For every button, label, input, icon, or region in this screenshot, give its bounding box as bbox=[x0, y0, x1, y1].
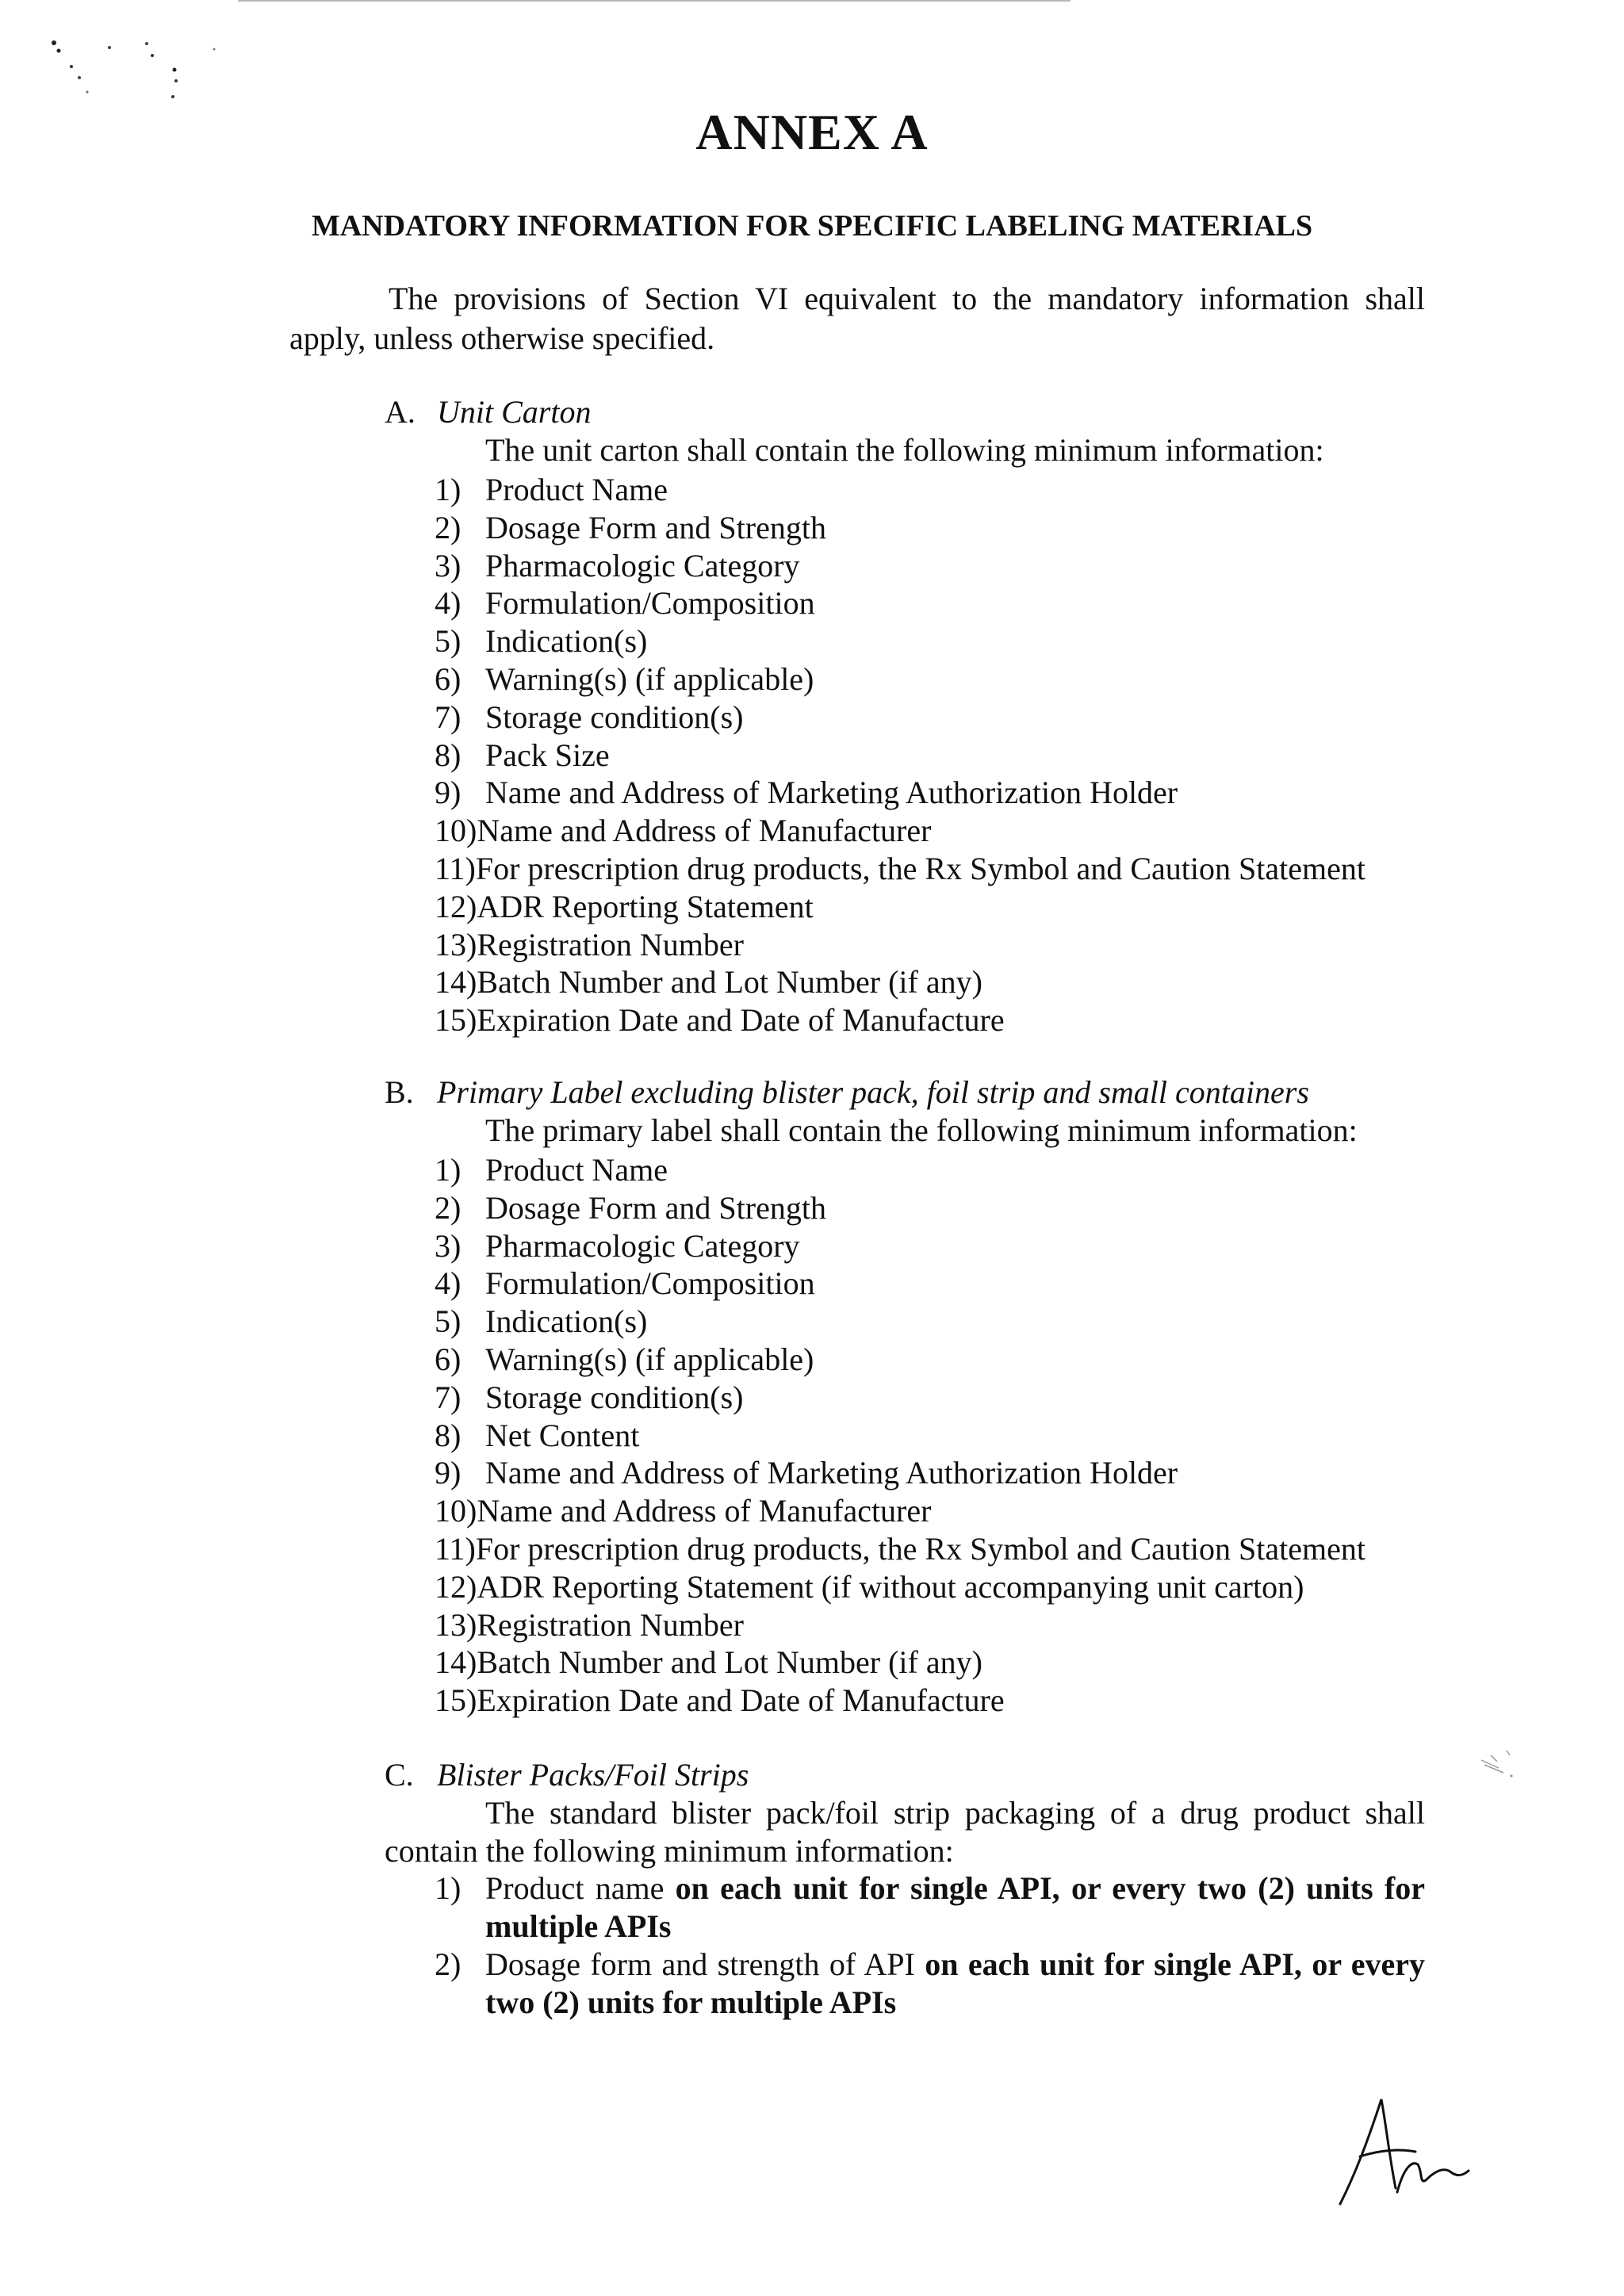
intro-paragraph: The provisions of Section VI equivalent to the mandatory information shall apply, unless otherwise specified. bbox=[289, 281, 1425, 356]
item-number: 6) bbox=[435, 660, 462, 697]
item-number: 15) bbox=[435, 1682, 477, 1719]
section-c-list bbox=[435, 1869, 1425, 2022]
item-number: 2) bbox=[435, 509, 462, 545]
section-a-item bbox=[435, 774, 1365, 812]
item-text: Product Name bbox=[485, 1152, 668, 1188]
item-text: Name and Address of Manufacturer bbox=[477, 1493, 932, 1529]
item-text: Warning(s) (if applicable) bbox=[485, 660, 814, 697]
item-number: 1) bbox=[435, 1870, 462, 1906]
item-number: 12) bbox=[435, 888, 477, 924]
item-number: 6) bbox=[435, 1341, 462, 1377]
item-text: For prescription drug products, the Rx Symbol and Caution Statement bbox=[475, 850, 1365, 886]
item-text: Dosage Form and Strength bbox=[485, 1189, 826, 1226]
item-number: 9) bbox=[435, 1455, 462, 1491]
section-a-heading bbox=[385, 393, 591, 431]
item-text: Name and Address of Manufacturer bbox=[477, 813, 932, 849]
section-b-heading bbox=[385, 1073, 1309, 1112]
item-number: 2) bbox=[435, 1189, 462, 1226]
item-number: 11) bbox=[435, 850, 476, 886]
annex-title: ANNEX A bbox=[695, 104, 929, 160]
item-number: 13) bbox=[435, 1606, 477, 1643]
section-b-name: Primary Label excluding blister pack, foil strip and small containers bbox=[437, 1074, 1309, 1110]
item-number: 8) bbox=[435, 1417, 462, 1453]
section-b-item bbox=[435, 1606, 1365, 1644]
section-b-lead: The primary label shall contain the following minimum information: bbox=[485, 1112, 1358, 1148]
item-text: ADR Reporting Statement bbox=[477, 888, 814, 924]
item-text: Batch Number and Lot Number (if any) bbox=[477, 964, 982, 1001]
section-b-item bbox=[435, 1568, 1365, 1606]
item-number: 13) bbox=[435, 926, 477, 962]
item-text: Expiration Date and Date of Manufacture bbox=[477, 1002, 1005, 1039]
section-b-item bbox=[435, 1341, 1365, 1379]
scan-top-edge-line bbox=[238, 0, 1071, 2]
section-b-item bbox=[435, 1265, 1365, 1303]
handwritten-signature bbox=[1324, 2093, 1475, 2212]
item-text: Product name bbox=[485, 1870, 676, 1906]
section-c-letter: C. bbox=[385, 1757, 414, 1793]
section-c-heading bbox=[385, 1756, 749, 1794]
item-number: 12) bbox=[435, 1568, 477, 1605]
item-text: Storage condition(s) bbox=[485, 698, 744, 735]
item-number: 14) bbox=[435, 964, 477, 1001]
item-number: 8) bbox=[435, 737, 462, 773]
section-a-item bbox=[435, 584, 1365, 622]
item-text: Indication(s) bbox=[485, 1303, 648, 1340]
section-b-item bbox=[435, 1303, 1365, 1341]
item-number: 10) bbox=[435, 1493, 477, 1529]
section-a-item bbox=[435, 660, 1365, 698]
section-b-item bbox=[435, 1227, 1365, 1265]
item-number: 4) bbox=[435, 585, 462, 622]
item-number: 10) bbox=[435, 813, 477, 849]
item-number: 3) bbox=[435, 1227, 462, 1264]
scan-noise-icon bbox=[1475, 1744, 1522, 1784]
item-number: 3) bbox=[435, 547, 462, 584]
item-number: 9) bbox=[435, 775, 462, 811]
section-c-item bbox=[435, 1946, 1425, 2022]
item-text: Dosage Form and Strength bbox=[485, 509, 826, 545]
section-a-item bbox=[435, 509, 1365, 547]
section-a-item bbox=[435, 547, 1365, 585]
item-number: 5) bbox=[435, 623, 462, 660]
item-text: Pack Size bbox=[485, 737, 610, 773]
item-number: 7) bbox=[435, 698, 462, 735]
item-number: 15) bbox=[435, 1002, 477, 1039]
item-number: 4) bbox=[435, 1265, 462, 1302]
item-text: Registration Number bbox=[477, 926, 744, 962]
item-text: Storage condition(s) bbox=[485, 1379, 744, 1415]
item-number: 5) bbox=[435, 1303, 462, 1340]
item-text: Dosage form and strength of API bbox=[485, 1946, 925, 1982]
section-a-item bbox=[435, 926, 1365, 964]
section-c-name: Blister Packs/Foil Strips bbox=[437, 1757, 749, 1793]
item-text: Warning(s) (if applicable) bbox=[485, 1341, 814, 1377]
section-a-item bbox=[435, 622, 1365, 660]
section-a-letter: A. bbox=[385, 394, 416, 430]
item-number: 11) bbox=[435, 1530, 476, 1567]
item-text: Name and Address of Marketing Authorization Holder bbox=[485, 775, 1178, 811]
item-text: Registration Number bbox=[477, 1606, 744, 1643]
section-a-item bbox=[435, 698, 1365, 737]
section-b-item bbox=[435, 1682, 1365, 1720]
section-b-item bbox=[435, 1189, 1365, 1227]
item-text: For prescription drug products, the Rx Symbol and Caution Statement bbox=[475, 1530, 1365, 1567]
section-a-item bbox=[435, 963, 1365, 1001]
item-text: Pharmacologic Category bbox=[485, 1227, 800, 1264]
section-b-item bbox=[435, 1379, 1365, 1417]
item-text: Formulation/Composition bbox=[485, 1265, 815, 1302]
section-b-list bbox=[435, 1151, 1365, 1720]
item-text: Indication(s) bbox=[485, 623, 648, 660]
section-b-item bbox=[435, 1492, 1365, 1530]
section-c-lead: The standard blister pack/foil strip packaging of a drug product shall contain the following minimum information: bbox=[385, 1795, 1425, 1869]
item-number: 1) bbox=[435, 472, 462, 507]
item-emphasis-text: on each unit for single API, or every two (2) units for multiple APIs bbox=[485, 1946, 1425, 2020]
item-number: 2) bbox=[435, 1946, 462, 1982]
item-text: ADR Reporting Statement (if without accompanying unit carton) bbox=[477, 1568, 1304, 1605]
section-a-item bbox=[435, 1001, 1365, 1039]
section-a-item bbox=[435, 812, 1365, 850]
item-text: Name and Address of Marketing Authorization Holder bbox=[485, 1455, 1178, 1491]
section-b-item bbox=[435, 1644, 1365, 1682]
section-b-item bbox=[435, 1530, 1365, 1568]
item-number: 1) bbox=[435, 1152, 462, 1188]
section-a-item bbox=[435, 888, 1365, 926]
section-b-item bbox=[435, 1454, 1365, 1492]
section-a-list bbox=[435, 471, 1365, 1039]
document-subtitle: MANDATORY INFORMATION FOR SPECIFIC LABELING MATERIALS bbox=[311, 209, 1313, 243]
item-number: 14) bbox=[435, 1644, 477, 1681]
section-a-item bbox=[435, 850, 1365, 888]
item-text: Pharmacologic Category bbox=[485, 547, 800, 584]
item-number: 7) bbox=[435, 1379, 462, 1415]
item-text: Batch Number and Lot Number (if any) bbox=[477, 1644, 982, 1681]
section-a-lead: The unit carton shall contain the following minimum information: bbox=[485, 432, 1324, 468]
section-b-item bbox=[435, 1417, 1365, 1455]
section-a-item bbox=[435, 471, 1365, 509]
section-a-name: Unit Carton bbox=[437, 394, 592, 430]
item-text: Product Name bbox=[485, 472, 668, 507]
item-text: Formulation/Composition bbox=[485, 585, 815, 622]
section-c-item bbox=[435, 1869, 1425, 1946]
section-b-item bbox=[435, 1151, 1365, 1189]
section-b-letter: B. bbox=[385, 1074, 414, 1110]
item-text: Expiration Date and Date of Manufacture bbox=[477, 1682, 1005, 1719]
item-emphasis-text: on each unit for single API, or every two (2) units for multiple APIs bbox=[485, 1870, 1425, 1944]
section-a-item bbox=[435, 737, 1365, 775]
item-text: Net Content bbox=[485, 1417, 640, 1453]
